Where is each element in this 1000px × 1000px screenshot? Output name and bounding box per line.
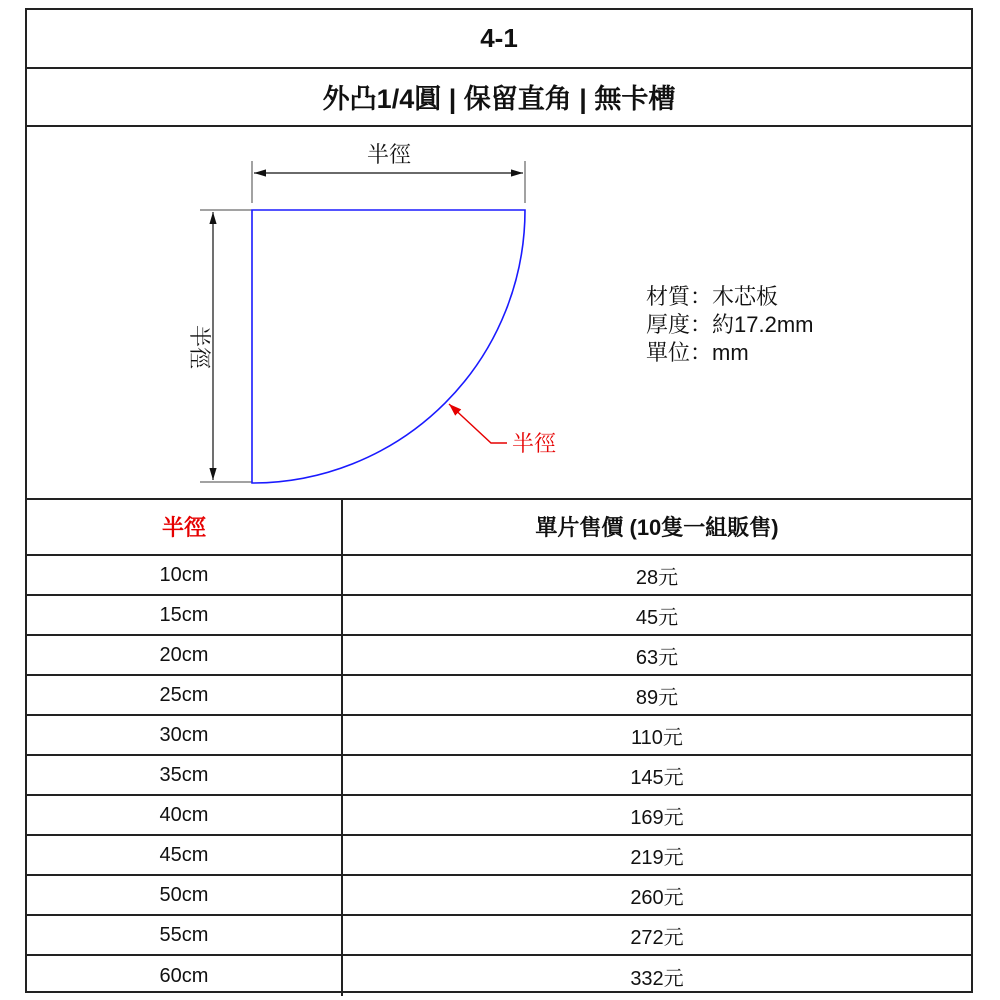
- cell-price: 145元: [630, 766, 684, 789]
- cell-price: 272元: [630, 926, 684, 949]
- quarter-circle-diagram: [27, 125, 971, 498]
- cell-radius: 10cm: [27, 556, 343, 594]
- header-price: 單片售價 (10隻一組販售): [535, 514, 779, 540]
- table-row: [27, 956, 971, 996]
- cell-radius: 20cm: [27, 636, 343, 674]
- table-row: [27, 716, 971, 756]
- arc-leader-line: [449, 404, 507, 443]
- table-row: [27, 756, 971, 796]
- cell-radius: 15cm: [27, 596, 343, 634]
- spec-block: [646, 283, 813, 367]
- cell-radius: 25cm: [27, 676, 343, 714]
- dim-left-label: 半徑: [187, 324, 212, 370]
- cell-radius: 45cm: [27, 836, 343, 874]
- cell-price: 260元: [630, 886, 684, 909]
- cell-radius: 50cm: [27, 876, 343, 914]
- table-row: [27, 836, 971, 876]
- page-title: 4-1: [27, 10, 971, 69]
- cell-radius: 60cm: [27, 956, 343, 996]
- cell-price: 110元: [631, 726, 683, 749]
- table-row: [27, 916, 971, 956]
- table-row: [27, 556, 971, 596]
- cell-radius: 35cm: [27, 756, 343, 794]
- spec-thickness: 厚度：約17.2mm: [646, 312, 814, 337]
- cell-radius: 55cm: [27, 916, 343, 954]
- header-radius: 半徑: [27, 498, 343, 554]
- spec-unit: 單位：mm: [646, 340, 749, 365]
- table-header-row: [27, 498, 971, 556]
- cell-price: 45元: [635, 606, 679, 629]
- product-sheet: [25, 8, 973, 993]
- cell-price: 169元: [630, 806, 684, 829]
- shape-drawing: [27, 125, 971, 500]
- table-row: [27, 876, 971, 916]
- cell-price: 219元: [630, 846, 684, 869]
- cell-price: 28元: [635, 566, 679, 589]
- cell-price: 63元: [635, 646, 679, 669]
- cell-radius: 30cm: [27, 716, 343, 754]
- table-row: [27, 636, 971, 676]
- cell-price: 332元: [630, 967, 684, 990]
- cell-price: 89元: [635, 686, 679, 709]
- cell-radius: 40cm: [27, 796, 343, 834]
- arc-label: 半徑: [512, 431, 557, 456]
- table-row: [27, 596, 971, 636]
- quarter-circle-shape: [252, 210, 525, 483]
- dim-top-label: 半徑: [366, 142, 412, 167]
- price-table: [27, 498, 971, 996]
- spec-material: 材質：木芯板: [646, 284, 779, 309]
- table-row: [27, 676, 971, 716]
- page-subtitle: 外凸1/4圓 | 保留直角 | 無卡槽: [27, 67, 971, 127]
- table-row: [27, 796, 971, 836]
